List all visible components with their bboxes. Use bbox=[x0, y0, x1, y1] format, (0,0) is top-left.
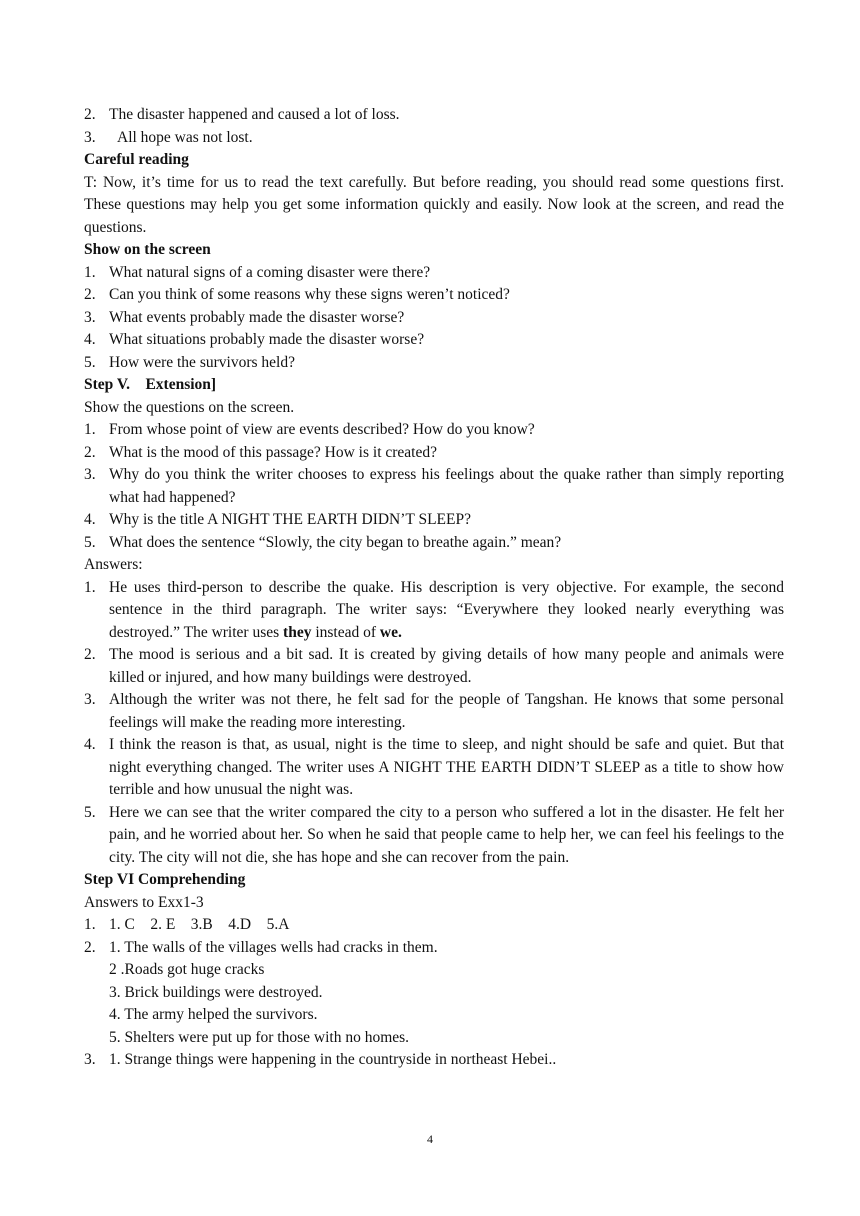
answer-number: 1. bbox=[84, 578, 96, 596]
question-text: Why do you think the writer chooses to express his feelings about the quake rather than simply reporting what had happened? bbox=[109, 466, 784, 506]
exercise-number: 3. bbox=[84, 1051, 96, 1068]
answer-item bbox=[84, 734, 784, 802]
answer-text: The mood is serious and a bit sad. It is created by giving details of how many people and animals were killed or injured, and how many buildings were destroyed. bbox=[109, 646, 784, 686]
question-number: 2. bbox=[84, 443, 96, 461]
question-number: 1. bbox=[84, 263, 96, 281]
exercise-subline: 4. The army helped the survivors. bbox=[109, 1006, 318, 1023]
question-number: 5. bbox=[84, 533, 96, 551]
exercise-subline: 3. Brick buildings were destroyed. bbox=[109, 983, 323, 1001]
answer-text: I think the reason is that, as usual, night is the time to sleep, and night should be safe and quiet. But that night everything changed. The writer uses A NIGHT THE EARTH DIDN’T SLEEP as a title to show how terrible and how unusual the night was. bbox=[109, 736, 784, 798]
exercise-text: 1. C 2. E 3.B 4.D 5.A bbox=[109, 916, 290, 933]
page-content bbox=[84, 104, 784, 1072]
question-text: Why is the title A NIGHT THE EARTH DIDN’T SLEEP? bbox=[109, 511, 471, 528]
exercise-item bbox=[84, 937, 784, 960]
answer-text bbox=[109, 577, 784, 645]
exercise-subline: 2 .Roads got huge cracks bbox=[109, 961, 265, 978]
answer-item bbox=[84, 689, 784, 734]
list-number: 2. bbox=[84, 106, 96, 123]
question-number: 4. bbox=[84, 331, 96, 348]
question-number: 4. bbox=[84, 511, 96, 528]
question-text: From whose point of view are events described? How do you know? bbox=[109, 421, 535, 438]
exercise-item bbox=[84, 914, 784, 937]
answer-text-part: He uses third-person to describe the quake. His description is very objective. For example, the second sentence in the third paragraph. The writer says: “Everywhere they looked nearly everything was destroyed.” The writer uses bbox=[109, 578, 784, 641]
question-number: 3. bbox=[84, 466, 96, 483]
question-item bbox=[84, 352, 784, 375]
answer-number: 2. bbox=[84, 646, 96, 663]
question-text: What events probably made the disaster worse? bbox=[109, 308, 405, 326]
step5-heading: Step V. Extension] bbox=[84, 376, 217, 393]
question-text: What is the mood of this passage? How is it created? bbox=[109, 443, 437, 461]
answer-item bbox=[84, 802, 784, 870]
answer-number: 3. bbox=[84, 691, 96, 708]
question-number: 2. bbox=[84, 286, 96, 303]
question-item bbox=[84, 329, 784, 352]
list-item bbox=[84, 127, 784, 150]
exercise-number: 1. bbox=[84, 916, 96, 933]
question-item bbox=[84, 509, 784, 532]
question-number: 3. bbox=[84, 308, 96, 326]
exercise-number: 2. bbox=[84, 938, 96, 956]
step6-intro: Answers to Exx1-3 bbox=[84, 893, 204, 911]
question-text: How were the survivors held? bbox=[109, 353, 295, 371]
question-item bbox=[84, 262, 784, 285]
question-item bbox=[84, 284, 784, 307]
question-item bbox=[84, 442, 784, 465]
answer-text: Here we can see that the writer compared the city to a person who suffered a lot in the disaster. He felt her pain, and he worried about her. So when he said that people came to help her, we can feel his feelings to the city. The city will not die, she has hope and she can recover from the pain. bbox=[109, 803, 784, 866]
question-text: What does the sentence “Slowly, the city began to breathe again.” mean? bbox=[109, 533, 562, 551]
show-on-screen-heading: Show on the screen bbox=[84, 241, 211, 258]
step6-heading: Step VI Comprehending bbox=[84, 871, 246, 888]
answer-text: Although the writer was not there, he felt sad for the people of Tangshan. He knows that some personal feelings will make the reading more interesting. bbox=[109, 691, 784, 731]
answer-bold-word: they bbox=[283, 623, 312, 641]
exercise-text: 1. The walls of the villages wells had cracks in them. bbox=[109, 938, 438, 956]
exercise-text: 1. Strange things were happening in the countryside in northeast Hebei.. bbox=[109, 1051, 557, 1068]
answer-item bbox=[84, 577, 784, 645]
answer-item bbox=[84, 644, 784, 689]
question-item bbox=[84, 419, 784, 442]
question-item bbox=[84, 532, 784, 555]
answer-number: 4. bbox=[84, 736, 96, 753]
careful-reading-heading: Careful reading bbox=[84, 151, 189, 168]
question-number: 5. bbox=[84, 353, 96, 371]
answer-text-part: instead of bbox=[311, 623, 380, 641]
list-text: All hope was not lost. bbox=[117, 128, 253, 146]
question-item bbox=[84, 307, 784, 330]
answer-number: 5. bbox=[84, 803, 96, 821]
question-number: 1. bbox=[84, 421, 96, 438]
question-item bbox=[84, 464, 784, 509]
page-number: 4 bbox=[427, 1132, 433, 1146]
answers-label: Answers: bbox=[84, 556, 143, 573]
careful-reading-paragraph: T: Now, it’s time for us to read the text carefully. But before reading, you should read some questions first. These questions may help you get some information quickly and easily. Now look at the screen, and read the questions. bbox=[84, 173, 784, 236]
list-number: 3. bbox=[84, 128, 96, 146]
question-text: What situations probably made the disaster worse? bbox=[109, 331, 425, 348]
list-item bbox=[84, 104, 784, 127]
answer-bold-word: we. bbox=[379, 623, 402, 641]
question-text: What natural signs of a coming disaster were there? bbox=[109, 263, 431, 281]
exercise-item bbox=[84, 1049, 784, 1072]
step5-intro: Show the questions on the screen. bbox=[84, 398, 295, 416]
exercise-subline: 5. Shelters were put up for those with no homes. bbox=[109, 1028, 410, 1046]
question-text: Can you think of some reasons why these signs weren’t noticed? bbox=[109, 286, 510, 303]
list-text: The disaster happened and caused a lot of loss. bbox=[109, 106, 400, 123]
